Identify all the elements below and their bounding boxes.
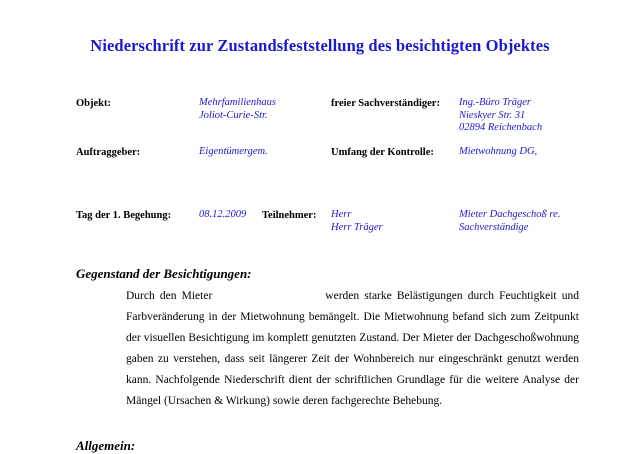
objekt-label: Objekt:	[76, 98, 111, 109]
document-title: Niederschrift zur Zustandsfeststellung des besichtigten Objektes	[90, 36, 550, 55]
begehung-date: 08.12.2009	[199, 209, 247, 220]
section-heading-gegenstand: Gegenstand der Besichtigungen:	[76, 266, 252, 281]
sachverstaendiger-value-line-1: Ing.-Büro Träger	[459, 97, 531, 108]
sachverstaendiger-value-line-3: 02894 Reichenbach	[459, 122, 543, 133]
sachverstaendiger-value-line-2: Nieskyer Str. 31	[459, 109, 526, 121]
teilnehmer-role-2: Sachverständige	[459, 221, 529, 233]
teilnehmer-name-2: Herr Träger	[331, 221, 383, 233]
teilnehmer-role-1: Mieter Dachgeschoß re.	[459, 209, 561, 220]
teilnehmer-name-1: Herr	[331, 209, 352, 220]
auftraggeber-value: Eigentümergem.	[199, 146, 268, 157]
umfang-value: Mietwohnung DG,	[459, 146, 538, 157]
objekt-value-line-1: Mehrfamilienhaus	[199, 97, 276, 108]
umfang-label: Umfang der Kontrolle:	[331, 147, 434, 158]
objekt-value-line-2: Joliot-Curie-Str.	[199, 109, 268, 121]
sachverstaendiger-label: freier Sachverständiger:	[331, 98, 440, 109]
teilnehmer-label: Teilnehmer:	[262, 210, 317, 221]
auftraggeber-label: Auftraggeber:	[76, 147, 141, 158]
begehung-label: Tag der 1. Begehung:	[76, 210, 172, 221]
section-paragraph: Durch den Mieter werden starke Belästigungen durch Feuchtigkeit und Farbveränderung in der Mietwohnung bemängelt. Die Mietwohnung befand sich zum Zeitpunkt der visuellen Besichtigung im komplett genutzten Zustand. Der Mieter der Dachgeschoßwohnung gaben zu verstehen, dass seit längerer Zeit der Wohnbereich nur eingeschränkt genutzt werden kann. Nachfolgende Niederschrift dient der schriftlichen Grundlage für die weitere Analyse der Mängel (Ursachen & Wirkung) sowie deren fachgerechte Behebung.	[126, 290, 582, 407]
section-heading-allgemein: Allgemein:	[76, 438, 136, 453]
